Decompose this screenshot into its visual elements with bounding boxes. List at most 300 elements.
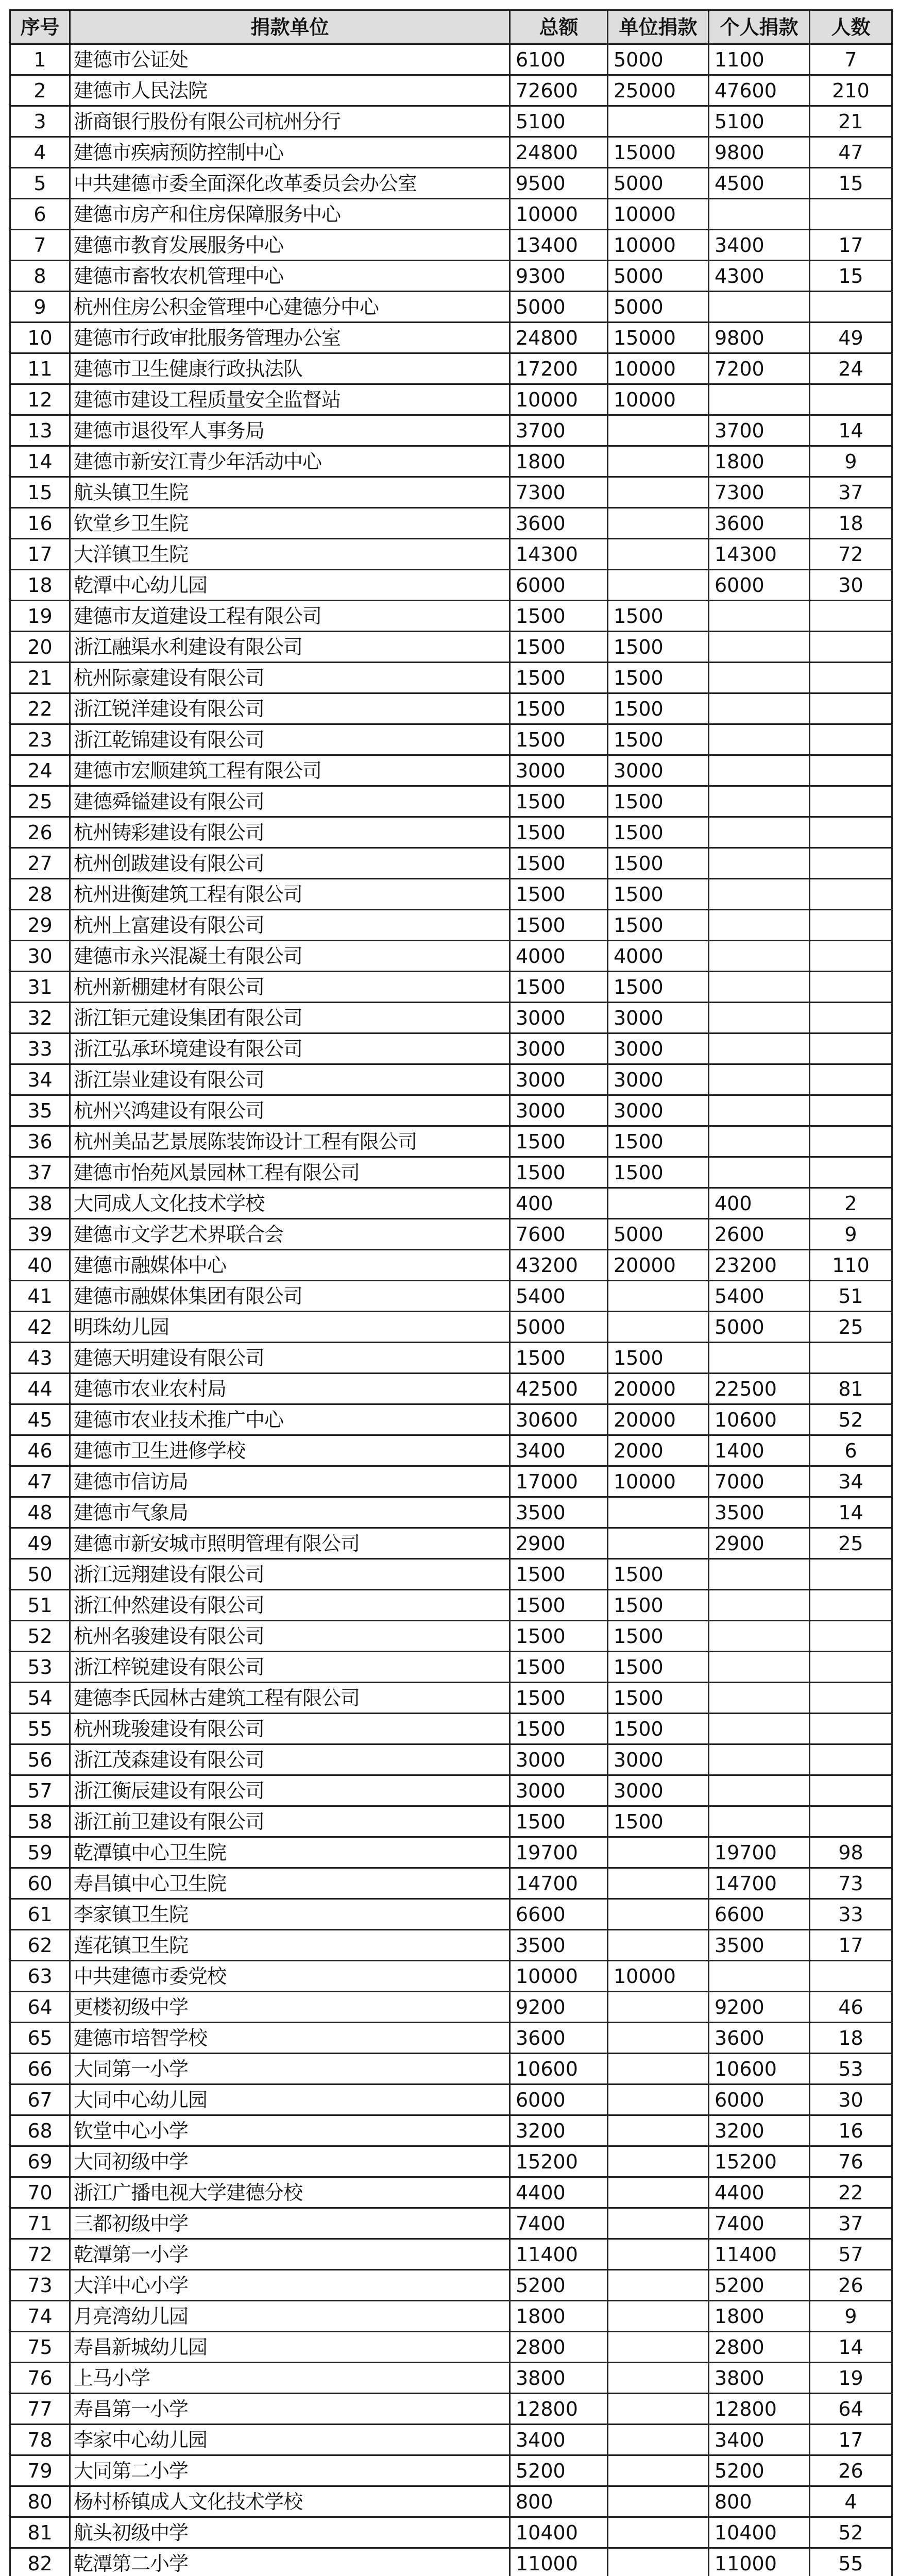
donor-unit-cell: 建德市融媒体集团有限公司 xyxy=(70,1281,510,1312)
table-row xyxy=(10,1033,892,1064)
serial-number-cell: 70 xyxy=(10,2177,70,2208)
table-row xyxy=(10,1899,892,1930)
person-count-cell: 33 xyxy=(810,1899,892,1930)
total-amount-cell: 1500 xyxy=(510,786,608,817)
personal-donation-cell: 4500 xyxy=(709,168,810,199)
table-row xyxy=(10,2394,892,2425)
serial-number-cell: 4 xyxy=(10,137,70,168)
serial-number-cell: 17 xyxy=(10,539,70,570)
personal-donation-cell: 15200 xyxy=(709,2146,810,2177)
serial-number-cell: 24 xyxy=(10,755,70,786)
personal-donation-cell xyxy=(709,199,810,230)
total-amount-cell: 3000 xyxy=(510,1095,608,1126)
person-count-cell: 46 xyxy=(810,1992,892,2023)
unit-donation-cell: 5000 xyxy=(608,44,709,75)
total-amount-cell: 4000 xyxy=(510,941,608,972)
table-row xyxy=(10,1188,892,1219)
personal-donation-cell xyxy=(709,1714,810,1744)
person-count-cell: 30 xyxy=(810,2084,892,2115)
total-amount-cell: 1500 xyxy=(510,848,608,879)
unit-donation-cell xyxy=(608,2301,709,2332)
personal-donation-cell: 6000 xyxy=(709,2084,810,2115)
table-row xyxy=(10,2084,892,2115)
donor-unit-cell: 大同中心幼儿园 xyxy=(70,2084,510,2115)
table-row xyxy=(10,2363,892,2394)
unit-donation-cell xyxy=(608,1899,709,1930)
person-count-cell xyxy=(810,910,892,941)
table-header xyxy=(10,10,892,44)
table-row xyxy=(10,848,892,879)
unit-donation-cell xyxy=(608,2054,709,2084)
table-row xyxy=(10,972,892,1003)
total-amount-cell: 43200 xyxy=(510,1250,608,1281)
table-row xyxy=(10,1714,892,1744)
table-row xyxy=(10,910,892,941)
donor-unit-cell: 浙江乾锦建设有限公司 xyxy=(70,724,510,755)
header-unit-donation: 单位捐款 xyxy=(608,10,709,44)
serial-number-cell: 18 xyxy=(10,570,70,601)
donor-unit-cell: 建德市农业技术推广中心 xyxy=(70,1404,510,1435)
serial-number-cell: 7 xyxy=(10,230,70,261)
total-amount-cell: 3700 xyxy=(510,415,608,446)
personal-donation-cell: 1400 xyxy=(709,1435,810,1466)
total-amount-cell: 1500 xyxy=(510,1714,608,1744)
table-row xyxy=(10,1961,892,1992)
table-row xyxy=(10,2023,892,2054)
table-row xyxy=(10,2455,892,2486)
donor-unit-cell: 建德市教育发展服务中心 xyxy=(70,230,510,261)
total-amount-cell: 1500 xyxy=(510,1559,608,1590)
unit-donation-cell: 1500 xyxy=(608,1652,709,1683)
unit-donation-cell: 1500 xyxy=(608,910,709,941)
person-count-cell: 52 xyxy=(810,2517,892,2548)
total-amount-cell: 1500 xyxy=(510,724,608,755)
total-amount-cell: 42500 xyxy=(510,1374,608,1404)
table-row xyxy=(10,632,892,663)
serial-number-cell: 31 xyxy=(10,972,70,1003)
personal-donation-cell: 10600 xyxy=(709,2054,810,2084)
person-count-cell xyxy=(810,1744,892,1775)
serial-number-cell: 32 xyxy=(10,1003,70,1033)
table-row xyxy=(10,2146,892,2177)
person-count-cell xyxy=(810,848,892,879)
unit-donation-cell: 1500 xyxy=(608,601,709,632)
personal-donation-cell xyxy=(709,292,810,323)
donor-unit-cell: 寿昌新城幼儿园 xyxy=(70,2332,510,2363)
personal-donation-cell: 23200 xyxy=(709,1250,810,1281)
unit-donation-cell: 10000 xyxy=(608,199,709,230)
total-amount-cell: 10400 xyxy=(510,2517,608,2548)
header-person-count: 人数 xyxy=(810,10,892,44)
serial-number-cell: 75 xyxy=(10,2332,70,2363)
serial-number-cell: 66 xyxy=(10,2054,70,2084)
serial-number-cell: 64 xyxy=(10,1992,70,2023)
person-count-cell: 52 xyxy=(810,1404,892,1435)
table-row xyxy=(10,1312,892,1343)
serial-number-cell: 57 xyxy=(10,1775,70,1806)
table-row xyxy=(10,323,892,353)
person-count-cell: 7 xyxy=(810,44,892,75)
total-amount-cell: 11400 xyxy=(510,2239,608,2270)
personal-donation-cell xyxy=(709,910,810,941)
unit-donation-cell: 10000 xyxy=(608,353,709,384)
total-amount-cell: 3400 xyxy=(510,1435,608,1466)
unit-donation-cell: 1500 xyxy=(608,879,709,910)
unit-donation-cell xyxy=(608,2023,709,2054)
total-amount-cell: 1500 xyxy=(510,972,608,1003)
total-amount-cell: 6000 xyxy=(510,570,608,601)
person-count-cell: 14 xyxy=(810,2332,892,2363)
donor-unit-cell: 浙江弘承环境建设有限公司 xyxy=(70,1033,510,1064)
total-amount-cell: 6600 xyxy=(510,1899,608,1930)
header-donor-unit: 捐款单位 xyxy=(70,10,510,44)
person-count-cell: 17 xyxy=(810,2425,892,2455)
table-row xyxy=(10,1992,892,2023)
personal-donation-cell: 2600 xyxy=(709,1219,810,1250)
table-row xyxy=(10,817,892,848)
donor-unit-cell: 杭州进衡建筑工程有限公司 xyxy=(70,879,510,910)
person-count-cell: 9 xyxy=(810,1219,892,1250)
serial-number-cell: 34 xyxy=(10,1064,70,1095)
unit-donation-cell: 20000 xyxy=(608,1404,709,1435)
serial-number-cell: 45 xyxy=(10,1404,70,1435)
table-row xyxy=(10,2486,892,2517)
unit-donation-cell xyxy=(608,477,709,508)
donor-unit-cell: 浙江崇业建设有限公司 xyxy=(70,1064,510,1095)
table-row xyxy=(10,2270,892,2301)
serial-number-cell: 81 xyxy=(10,2517,70,2548)
donor-unit-cell: 李家中心幼儿园 xyxy=(70,2425,510,2455)
total-amount-cell: 9500 xyxy=(510,168,608,199)
personal-donation-cell xyxy=(709,1744,810,1775)
total-amount-cell: 3000 xyxy=(510,1064,608,1095)
donor-unit-cell: 大同成人文化技术学校 xyxy=(70,1188,510,1219)
personal-donation-cell xyxy=(709,848,810,879)
donor-unit-cell: 浙江梓锐建设有限公司 xyxy=(70,1652,510,1683)
table-row xyxy=(10,75,892,106)
personal-donation-cell xyxy=(709,693,810,724)
unit-donation-cell: 10000 xyxy=(608,1466,709,1497)
donor-unit-cell: 建德市新安江青少年活动中心 xyxy=(70,446,510,477)
serial-number-cell: 71 xyxy=(10,2208,70,2239)
person-count-cell: 210 xyxy=(810,75,892,106)
serial-number-cell: 14 xyxy=(10,446,70,477)
serial-number-cell: 61 xyxy=(10,1899,70,1930)
unit-donation-cell xyxy=(608,2177,709,2208)
person-count-cell: 34 xyxy=(810,1466,892,1497)
personal-donation-cell: 5400 xyxy=(709,1281,810,1312)
serial-number-cell: 9 xyxy=(10,292,70,323)
person-count-cell: 4 xyxy=(810,2486,892,2517)
unit-donation-cell: 25000 xyxy=(608,75,709,106)
unit-donation-cell xyxy=(608,1312,709,1343)
donor-unit-cell: 浙江远翔建设有限公司 xyxy=(70,1559,510,1590)
unit-donation-cell: 3000 xyxy=(608,1064,709,1095)
total-amount-cell: 3600 xyxy=(510,508,608,539)
person-count-cell xyxy=(810,1714,892,1744)
person-count-cell xyxy=(810,1590,892,1621)
table-row xyxy=(10,724,892,755)
personal-donation-cell: 7400 xyxy=(709,2208,810,2239)
total-amount-cell: 30600 xyxy=(510,1404,608,1435)
person-count-cell xyxy=(810,1343,892,1374)
table-row xyxy=(10,879,892,910)
donor-unit-cell: 建德市气象局 xyxy=(70,1497,510,1528)
person-count-cell: 30 xyxy=(810,570,892,601)
personal-donation-cell xyxy=(709,1621,810,1652)
donor-unit-cell: 浙江茂森建设有限公司 xyxy=(70,1744,510,1775)
unit-donation-cell xyxy=(608,539,709,570)
total-amount-cell: 10600 xyxy=(510,2054,608,2084)
serial-number-cell: 47 xyxy=(10,1466,70,1497)
personal-donation-cell: 5200 xyxy=(709,2455,810,2486)
donor-unit-cell: 建德天明建设有限公司 xyxy=(70,1343,510,1374)
table-row xyxy=(10,1343,892,1374)
serial-number-cell: 16 xyxy=(10,508,70,539)
serial-number-cell: 19 xyxy=(10,601,70,632)
personal-donation-cell: 11000 xyxy=(709,2548,810,2576)
total-amount-cell: 1500 xyxy=(510,601,608,632)
unit-donation-cell xyxy=(608,2363,709,2394)
donor-unit-cell: 大同第一小学 xyxy=(70,2054,510,2084)
unit-donation-cell xyxy=(608,2548,709,2576)
serial-number-cell: 6 xyxy=(10,199,70,230)
total-amount-cell: 5400 xyxy=(510,1281,608,1312)
total-amount-cell: 3000 xyxy=(510,1003,608,1033)
person-count-cell xyxy=(810,879,892,910)
total-amount-cell: 4400 xyxy=(510,2177,608,2208)
serial-number-cell: 26 xyxy=(10,817,70,848)
donor-unit-cell: 建德市公证处 xyxy=(70,44,510,75)
person-count-cell: 19 xyxy=(810,2363,892,2394)
person-count-cell: 22 xyxy=(810,2177,892,2208)
serial-number-cell: 43 xyxy=(10,1343,70,1374)
table-row xyxy=(10,508,892,539)
serial-number-cell: 73 xyxy=(10,2270,70,2301)
table-row xyxy=(10,1250,892,1281)
serial-number-cell: 12 xyxy=(10,384,70,415)
table-row xyxy=(10,1930,892,1961)
personal-donation-cell xyxy=(709,1157,810,1188)
personal-donation-cell xyxy=(709,786,810,817)
serial-number-cell: 27 xyxy=(10,848,70,879)
donation-table xyxy=(9,9,893,2576)
donor-unit-cell: 浙江融渠水利建设有限公司 xyxy=(70,632,510,663)
total-amount-cell: 1500 xyxy=(510,1126,608,1157)
person-count-cell: 6 xyxy=(810,1435,892,1466)
personal-donation-cell: 3200 xyxy=(709,2115,810,2146)
person-count-cell: 81 xyxy=(810,1374,892,1404)
donor-unit-cell: 浙江衡辰建设有限公司 xyxy=(70,1775,510,1806)
unit-donation-cell: 5000 xyxy=(608,292,709,323)
serial-number-cell: 63 xyxy=(10,1961,70,1992)
person-count-cell xyxy=(810,1621,892,1652)
personal-donation-cell: 22500 xyxy=(709,1374,810,1404)
person-count-cell xyxy=(810,1775,892,1806)
donation-list-sheet xyxy=(9,9,891,2576)
table-row xyxy=(10,1683,892,1714)
total-amount-cell: 24800 xyxy=(510,323,608,353)
donor-unit-cell: 杭州上富建设有限公司 xyxy=(70,910,510,941)
unit-donation-cell xyxy=(608,1992,709,2023)
table-row xyxy=(10,2517,892,2548)
donor-unit-cell: 寿昌镇中心卫生院 xyxy=(70,1868,510,1899)
table-row xyxy=(10,2332,892,2363)
total-amount-cell: 2800 xyxy=(510,2332,608,2363)
serial-number-cell: 52 xyxy=(10,1621,70,1652)
unit-donation-cell xyxy=(608,106,709,137)
personal-donation-cell xyxy=(709,1033,810,1064)
person-count-cell xyxy=(810,632,892,663)
donor-unit-cell: 杭州创跋建设有限公司 xyxy=(70,848,510,879)
unit-donation-cell: 1500 xyxy=(608,1343,709,1374)
person-count-cell: 37 xyxy=(810,2208,892,2239)
table-row xyxy=(10,1528,892,1559)
person-count-cell: 73 xyxy=(810,1868,892,1899)
total-amount-cell: 5100 xyxy=(510,106,608,137)
table-row xyxy=(10,2208,892,2239)
serial-number-cell: 76 xyxy=(10,2363,70,2394)
unit-donation-cell: 3000 xyxy=(608,755,709,786)
donor-unit-cell: 乾潭第二小学 xyxy=(70,2548,510,2576)
unit-donation-cell xyxy=(608,2486,709,2517)
donor-unit-cell: 杭州兴鸿建设有限公司 xyxy=(70,1095,510,1126)
person-count-cell: 9 xyxy=(810,446,892,477)
table-row xyxy=(10,292,892,323)
table-row xyxy=(10,1497,892,1528)
unit-donation-cell: 3000 xyxy=(608,1095,709,1126)
unit-donation-cell xyxy=(608,2115,709,2146)
donor-unit-cell: 中共建德市委全面深化改革委员会办公室 xyxy=(70,168,510,199)
person-count-cell xyxy=(810,786,892,817)
unit-donation-cell: 20000 xyxy=(608,1374,709,1404)
donor-unit-cell: 浙江前卫建设有限公司 xyxy=(70,1806,510,1837)
serial-number-cell: 79 xyxy=(10,2455,70,2486)
unit-donation-cell: 1500 xyxy=(608,1559,709,1590)
person-count-cell xyxy=(810,384,892,415)
table-row xyxy=(10,446,892,477)
personal-donation-cell: 7000 xyxy=(709,1466,810,1497)
table-row xyxy=(10,415,892,446)
donor-unit-cell: 航头初级中学 xyxy=(70,2517,510,2548)
unit-donation-cell xyxy=(608,2394,709,2425)
total-amount-cell: 10000 xyxy=(510,1961,608,1992)
person-count-cell: 98 xyxy=(810,1837,892,1868)
donor-unit-cell: 建德市行政审批服务管理办公室 xyxy=(70,323,510,353)
total-amount-cell: 3200 xyxy=(510,2115,608,2146)
table-row xyxy=(10,1466,892,1497)
unit-donation-cell xyxy=(608,2146,709,2177)
donor-unit-cell: 浙江广播电视大学建德分校 xyxy=(70,2177,510,2208)
serial-number-cell: 1 xyxy=(10,44,70,75)
total-amount-cell: 7300 xyxy=(510,477,608,508)
person-count-cell xyxy=(810,1064,892,1095)
table-row xyxy=(10,2425,892,2455)
donor-unit-cell: 杨村桥镇成人文化技术学校 xyxy=(70,2486,510,2517)
total-amount-cell: 1500 xyxy=(510,1157,608,1188)
table-row xyxy=(10,1652,892,1683)
donor-unit-cell: 建德市培智学校 xyxy=(70,2023,510,2054)
serial-number-cell: 44 xyxy=(10,1374,70,1404)
header-row xyxy=(10,10,892,44)
personal-donation-cell xyxy=(709,1806,810,1837)
personal-donation-cell xyxy=(709,384,810,415)
serial-number-cell: 53 xyxy=(10,1652,70,1683)
unit-donation-cell xyxy=(608,2332,709,2363)
serial-number-cell: 54 xyxy=(10,1683,70,1714)
person-count-cell: 14 xyxy=(810,415,892,446)
donor-unit-cell: 月亮湾幼儿园 xyxy=(70,2301,510,2332)
table-row xyxy=(10,1126,892,1157)
donor-unit-cell: 浙江钜元建设集团有限公司 xyxy=(70,1003,510,1033)
table-row xyxy=(10,261,892,292)
total-amount-cell: 3000 xyxy=(510,1033,608,1064)
person-count-cell: 49 xyxy=(810,323,892,353)
total-amount-cell: 24800 xyxy=(510,137,608,168)
table-row xyxy=(10,2301,892,2332)
personal-donation-cell: 3400 xyxy=(709,230,810,261)
person-count-cell xyxy=(810,693,892,724)
header-serial-number: 序号 xyxy=(10,10,70,44)
unit-donation-cell: 1500 xyxy=(608,848,709,879)
total-amount-cell: 5000 xyxy=(510,1312,608,1343)
personal-donation-cell: 3600 xyxy=(709,2023,810,2054)
table-row xyxy=(10,1868,892,1899)
table-row xyxy=(10,1157,892,1188)
person-count-cell xyxy=(810,292,892,323)
total-amount-cell: 3500 xyxy=(510,1497,608,1528)
personal-donation-cell: 7300 xyxy=(709,477,810,508)
total-amount-cell: 1500 xyxy=(510,663,608,693)
personal-donation-cell xyxy=(709,817,810,848)
unit-donation-cell: 3000 xyxy=(608,1744,709,1775)
donor-unit-cell: 建德市农业农村局 xyxy=(70,1374,510,1404)
serial-number-cell: 77 xyxy=(10,2394,70,2425)
personal-donation-cell: 5100 xyxy=(709,106,810,137)
table-row xyxy=(10,2548,892,2576)
person-count-cell: 18 xyxy=(810,2023,892,2054)
personal-donation-cell: 14700 xyxy=(709,1868,810,1899)
personal-donation-cell: 3400 xyxy=(709,2425,810,2455)
total-amount-cell: 1500 xyxy=(510,693,608,724)
person-count-cell xyxy=(810,1095,892,1126)
table-row xyxy=(10,1837,892,1868)
table-row xyxy=(10,1744,892,1775)
personal-donation-cell xyxy=(709,1003,810,1033)
person-count-cell: 21 xyxy=(810,106,892,137)
serial-number-cell: 39 xyxy=(10,1219,70,1250)
person-count-cell: 25 xyxy=(810,1528,892,1559)
person-count-cell: 14 xyxy=(810,1497,892,1528)
person-count-cell xyxy=(810,1126,892,1157)
donor-unit-cell: 杭州新棚建材有限公司 xyxy=(70,972,510,1003)
personal-donation-cell xyxy=(709,1775,810,1806)
donor-unit-cell: 大同初级中学 xyxy=(70,2146,510,2177)
serial-number-cell: 13 xyxy=(10,415,70,446)
unit-donation-cell: 10000 xyxy=(608,384,709,415)
personal-donation-cell: 11400 xyxy=(709,2239,810,2270)
serial-number-cell: 55 xyxy=(10,1714,70,1744)
person-count-cell xyxy=(810,724,892,755)
personal-donation-cell xyxy=(709,755,810,786)
donor-unit-cell: 建德市永兴混凝土有限公司 xyxy=(70,941,510,972)
table-row xyxy=(10,1219,892,1250)
donor-unit-cell: 建德市友道建设工程有限公司 xyxy=(70,601,510,632)
personal-donation-cell: 2800 xyxy=(709,2332,810,2363)
unit-donation-cell: 1500 xyxy=(608,1621,709,1652)
unit-donation-cell xyxy=(608,415,709,446)
personal-donation-cell xyxy=(709,1126,810,1157)
